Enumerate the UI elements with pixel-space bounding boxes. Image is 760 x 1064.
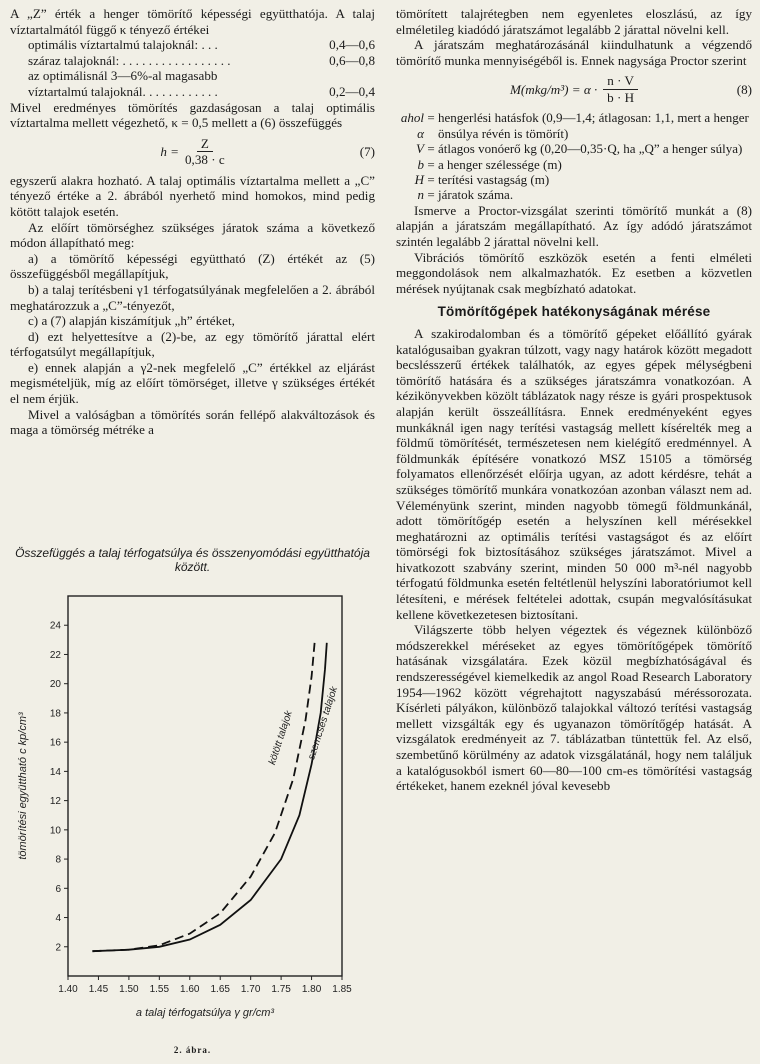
symbol-definitions: ahol α = hengerlési hatásfok (0,9—1,4; átlagosan: 1,1, mert a henger önsúlya révén is tömörít) V = átlagos vonóerő kg (0,20—0,35·Q, ha „Q” a henger súlya) b = a henger szélessége (m) H = terítési vastagság (m) n = járatok száma. xyxy=(400,110,749,203)
paragraph: c) a (7) alapján kiszámítjuk „h” értéket, xyxy=(28,313,235,329)
paragraph: tömörített talajrétegben nem egyenletes eloszlású, az így elméletileg kiadódó járatszámot legalább 2 járattal növelni kell. xyxy=(396,6,752,37)
series-label: szemcsés talajok xyxy=(306,685,341,762)
paragraph: a) a tömörítő képességi együttható (Z) értékét az (5) összefüggésből megállapítjuk, xyxy=(10,250,375,282)
list-item: optimális víztartalmú talajoknál: . . . 0,4—0,6 xyxy=(28,37,375,53)
paragraph: d) ezt helyettesítve a (2)-be, az egy tömörítő járattal elért térfogatsúlyt megállapítjuk, xyxy=(10,328,375,360)
x-axis-label: a talaj térfogatsúlya γ gr/cm³ xyxy=(135,1007,275,1019)
paragraph: Vibrációs tömörítő eszközök esetén a fenti elméleti meggondolások nem alkalmazhatók. Ez esetben a közvetlen mérések nyújtanak csak megbízható adatokat. xyxy=(396,249,752,296)
list-item: víztartalmú talajoknál. . . . . . . . . . . . 0,2—0,4 xyxy=(28,83,375,99)
list-item: az optimálisnál 3—6%-al magasabb xyxy=(28,68,218,84)
figure-caption: 2. ábra. xyxy=(173,1045,212,1055)
y-tick-label: 22 xyxy=(49,649,61,661)
paragraph: Mivel a valóságban a tömörítés során fellépő alakváltozások és maga a tömörség métréke a xyxy=(10,406,375,438)
y-tick-label: 12 xyxy=(49,796,61,808)
paragraph: A szakirodalomban és a tömörítő gépeket előállító gyárak katalógusaiban gyakran túlzott, vagy nagy határok között megadott becslésszerű értékek találhatók, az egyes gépek mélységbeni tömörítő hatására és a szükséges járatszámra vonatkozóan. A kézikönyvekben közölt táblázatok nagy része is gyári prospektusok alapján került összeállításra. Ennek eredményeként egyes munkáknál igen nagy terítési vastagság mellett kísérelték meg a földmű tömörítését, természetesen nem kielégítő eredménnyel. A földmunkák építésére vonatkozó MSZ 15105 a tömörség folyamatos ellenőrzését előírja ugyan, az adott kérdésre, tehát a szükséges tömörítő munkára vonatkozóan azonban választ nem ad. Véleményünk szerint, minden nagyobb tömegű földmunkánál, adott tömörítőgép esetén a helyszínen kell mérésekkel meghatározni az optimális terítési vastagságot és az előírt tömörségi fok biztosításához szükséges járatszámot. Mivel a hivatkozott szabvány szerint, minden 50 000 m³-nél nagyobb térfogatú földmunka esetén feltétlenül helyszíni laboratóriumot kell létesíteni, e mérések feltételei adottak, csupán megvalósításukat kellene következetesen biztosítani. xyxy=(396,325,752,622)
left-column xyxy=(10,6,375,438)
y-tick-label: 2 xyxy=(55,942,61,954)
x-tick-label: 1.50 xyxy=(119,984,139,995)
series-line-szemcses xyxy=(92,643,326,951)
kappa-values-list xyxy=(10,37,375,99)
paragraph: A „Z” érték a henger tömörítő képességi együtthatója. A talaj víztartalmától függő κ tényező értékei xyxy=(10,6,375,37)
y-tick-label: 10 xyxy=(49,825,61,837)
y-tick-label: 20 xyxy=(49,679,61,691)
paragraph: Világszerte több helyen végeztek és végeznek különböző módszerekkel méréseket az egyes tömörítőgépek tömörítő hatásának vizsgálatára. Ezek közül megbízhatóságával és rendszerességével kiemelkedik az angol Road Research Laboratory 1954—1962 között végrehajtott nagyszabású méréssorozata. Kísérleti pályákon, különböző talajokkal változó terítési vastagság mellett vizsgálták egy és ugyanazon tömörítőgép hatását. A vizsgálatok eredményeit az 7. táblázatban tüntettük fel. Az első, szembetűnő körülmény az adatok vizsgálatánál, hogy nem találjuk a katalógusokból ismert 60—80—100 cm-es tömörítési vastagság értékeket, hanem ezeknél jóval kevesebb xyxy=(396,622,752,794)
equation-7: h = $\frac{Z}{0,38 \cdot c}$ (7) xyxy=(160,135,375,168)
series-label: kötött talajok xyxy=(267,709,295,767)
right-column xyxy=(396,6,752,794)
equation-number: (7) xyxy=(359,143,375,159)
x-tick-label: 1.70 xyxy=(240,984,261,995)
paragraph: A járatszám meghatározásánál kiindulhatunk a végzendő tömörítő munka mennyiségéből is. Ennek nagysága Proctor szerint xyxy=(396,37,752,68)
paragraph: Ismerve a Proctor-vizsgálat szerinti tömörítő munkát a (8) alapján a járatszám megállapítható. Az így adódó járatszámot szintén legalább 2 járattal növelni kell. xyxy=(396,202,752,249)
paragraph: e) ennek alapján a γ2-nek megfelelő „C” értékkel az eljárást megismételjük, míg az előírt tömörséget, illetve γ szükséges értékét el nem érjük. xyxy=(10,359,375,407)
figure-2 xyxy=(10,540,375,1060)
x-tick-label: 1.65 xyxy=(210,984,230,995)
equation-8: M(mkg/m³) = α · $\frac{n \cdot V}{b \cdot H}$ (8) xyxy=(510,73,752,105)
y-tick-label: 16 xyxy=(49,737,61,749)
y-tick-label: 8 xyxy=(55,854,61,866)
plot-frame xyxy=(68,596,342,976)
paragraph: b) a talaj terítésbeni γ1 térfogatsúlyának megfelelően a 2. ábrából meghatározzuk a „C”-tényezőt, xyxy=(10,281,375,313)
y-tick-label: 14 xyxy=(49,766,61,778)
x-tick-label: 1.55 xyxy=(149,984,170,995)
x-tick-label: 1.40 xyxy=(58,984,78,995)
y-tick-label: 4 xyxy=(55,913,61,925)
paragraph: egyszerű alakra hozható. A talaj optimális víztartalma mellett a „C” tényező értéke a 2. ábrából nyerhető mind homokos, mind pedig kötött talajok esetén. xyxy=(10,172,375,219)
series-line-kotott xyxy=(92,643,314,951)
y-axis-label: tömörítési együttható c kp/cm³ xyxy=(17,712,29,860)
x-tick-label: 1.80 xyxy=(301,984,322,995)
y-tick-label: 18 xyxy=(49,708,61,720)
chart xyxy=(10,540,375,1040)
x-tick-label: 1.75 xyxy=(271,984,291,995)
paragraph: Az előírt tömörséghez szükséges járatok száma a következő módon állapítható meg: xyxy=(10,219,375,251)
list-item: száraz talajoknál: . . . . . . . . . . . . . . . . . 0,6—0,8 xyxy=(28,52,375,68)
x-tick-label: 1.85 xyxy=(332,984,352,995)
paragraph: Mivel eredményes tömörítés gazdaságosan a talaj optimális víztartalma mellett végezhető, κ = 0,5 mellett a (6) összefüggés xyxy=(10,99,375,131)
y-tick-label: 6 xyxy=(55,883,61,895)
x-tick-label: 1.60 xyxy=(180,984,200,995)
section-heading: Tömörítőgépek hatékonyságának mérése xyxy=(437,304,711,320)
equation-number: (8) xyxy=(736,81,752,97)
figure-title: Összefüggés a talaj térfogatsúlya és összenyomódási együtthatója között. xyxy=(15,546,370,574)
y-tick-label: 24 xyxy=(49,620,61,632)
x-tick-label: 1.45 xyxy=(88,984,109,995)
